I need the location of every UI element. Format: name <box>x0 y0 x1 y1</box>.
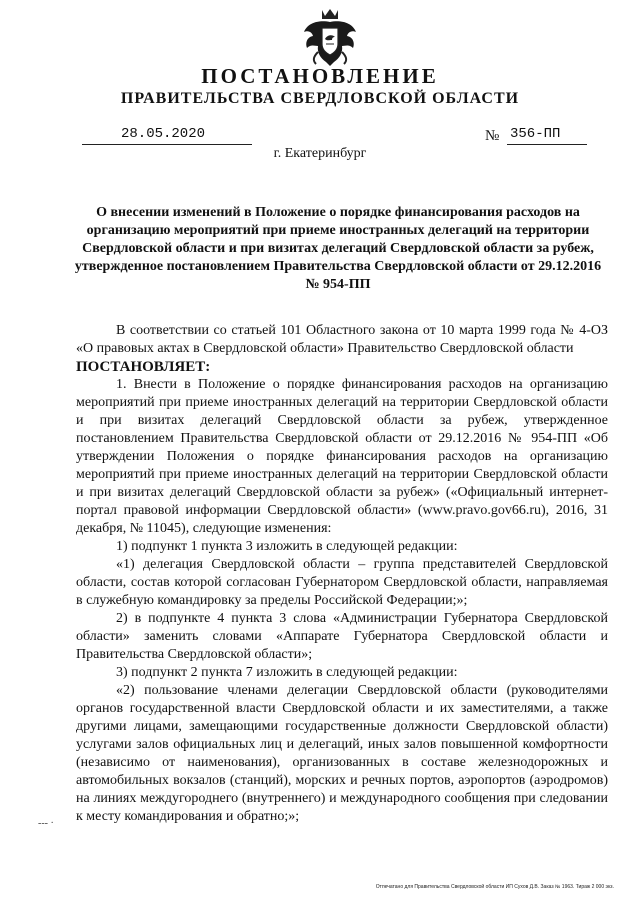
document-city: г. Екатеринбург <box>273 146 367 161</box>
date-underline <box>82 144 252 145</box>
decree-word: ПОСТАНОВЛЯЕТ: <box>76 359 211 375</box>
margin-mark: --- · <box>38 818 54 829</box>
body-paragraph: 1. Внести в Положение о порядке финансирования расходов на организацию мероприятий при приеме иностранных делегаций на территории Свердловской области и при визитах делегаций Свердловской области за рубеж, утвержденное постановлением Правительства Свердловской области от 29.12.2016 № 954-ПП «Об утверждении Положения о порядке финансирования расходов на организацию мероприятий при приеме иностранных делегаций на территории Свердловской области и при визитах делегаций Свердловской области за рубеж» («Официальный интернет-портал правовой информации Свердловской области» (www.pravo.gov66.ru), 2016, 31 декабря, № 11045), следующие изменения: <box>76 377 608 536</box>
document-body <box>76 322 608 826</box>
print-footer: Отпечатано для Правительства Свердловской области ИП Сухов Д.В. Заказ № 1963. Тираж 2 000 экз. <box>375 884 614 890</box>
body-paragraph: 1) подпункт 1 пункта 3 изложить в следующей редакции: <box>116 539 458 554</box>
document-title: ПОСТАНОВЛЕНИЕ <box>201 64 439 88</box>
document-date: 28.05.2020 <box>121 126 206 142</box>
document-heading: О внесении изменений в Положение о порядке финансирования расходов на организацию мероприятий при приеме иностранных делегаций на территории Свердловской области и при визитах делегаций Свердловской области за рубеж, утвержденное постановлением Правительства Свердловской области от 29.12.2016 № 954-ПП <box>74 205 602 292</box>
body-paragraph: 2) в подпункте 4 пункта 3 слова «Администрации Губернатора Свердловской области» заменить словами «Аппарате Губернатора Свердловской области и Правительства Свердловской области»; <box>76 611 608 662</box>
coat-of-arms-icon <box>298 6 362 70</box>
document-issuer: ПРАВИТЕЛЬСТВА СВЕРДЛОВСКОЙ ОБЛАСТИ <box>120 90 520 107</box>
body-paragraph: 3) подпункт 2 пункта 7 изложить в следующей редакции: <box>116 665 458 680</box>
document-number: 356-ПП <box>510 126 561 142</box>
number-underline <box>507 144 587 145</box>
body-paragraph: «2) пользование членами делегации Свердловской области (руководителями органов государственной власти Свердловской области и их заместителями, а также другими лицами, замещающими государственные должности Свердловской области) услугами залов официальных лиц и делегаций, иных залов повышенной комфортности (независимо от наименования), организованных в составе железнодорожных и автомобильных вокзалов (станций), морских и речных портов, аэропортов (аэродромов) на линиях междугороднего (внутреннего) и международного сообщения при следовании к месту командирования и обратно;»; <box>76 683 608 824</box>
preamble-paragraph: В соответствии со статьей 101 Областного закона от 10 марта 1999 года № 4-ОЗ «О правовых актах в Свердловской области» Правительство Свердловской области <box>76 323 608 356</box>
body-paragraph: «1) делегация Свердловской области – группа представителей Свердловской области, состав которой согласован Губернатором Свердловской области, направляемая в служебную командировку за пределы Российской Федерации;»; <box>76 557 608 608</box>
number-sign: № <box>485 128 500 144</box>
